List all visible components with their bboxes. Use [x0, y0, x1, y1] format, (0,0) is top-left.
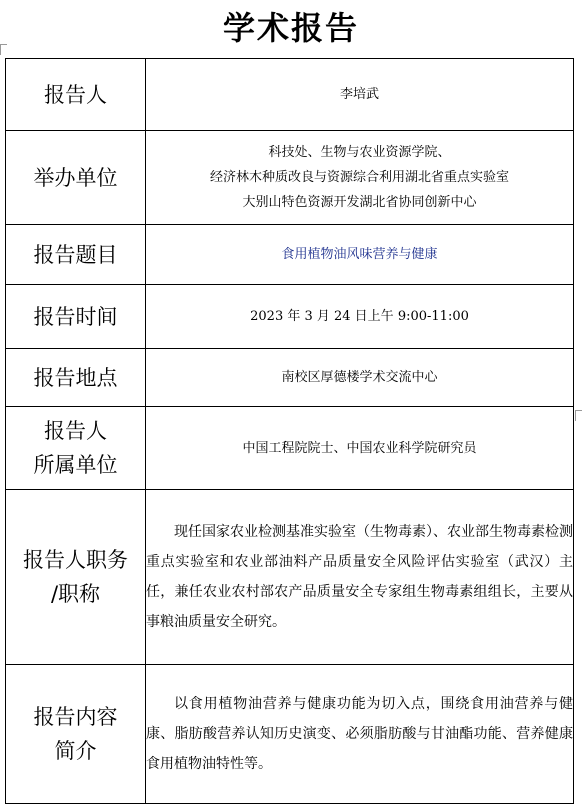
- row-position: [6, 490, 574, 665]
- position-label-line: 报告人职务: [23, 548, 128, 572]
- row-speaker: [6, 59, 574, 131]
- position-value: [146, 490, 574, 665]
- location-label: 报告地点: [6, 349, 146, 407]
- page-title: 学术报告: [222, 9, 359, 47]
- summary-label: [6, 665, 146, 804]
- affiliation-label-line: 所属单位: [33, 453, 118, 477]
- topic-label: 报告题目: [6, 225, 146, 285]
- organizer-line: 经济林木种质改良与资源综合利用湖北省重点实验室: [209, 170, 509, 185]
- affiliation-label: [6, 407, 146, 490]
- position-label-line: /职称: [50, 582, 101, 606]
- speaker-value: 李培武: [146, 59, 574, 131]
- position-label: [6, 490, 146, 665]
- row-organizer: [6, 131, 574, 225]
- organizer-line: 科技处、生物与农业资源学院、: [268, 145, 451, 160]
- location-value: 南校区厚德楼学术交流中心: [146, 349, 574, 407]
- time-label: 报告时间: [6, 285, 146, 349]
- organizer-value: [146, 131, 574, 225]
- topic-value: 食用植物油风味营养与健康: [146, 225, 574, 285]
- row-affiliation: [6, 407, 574, 490]
- position-text: 现任国家农业检测基准实验室（生物毒素）、农业部生物毒素检测重点实验室和农业部油料产品质量安全风险评估实验室（武汉）主任，兼任农业农村部农产品质量安全专家组生物毒素组组长，主要从事粮油质量安全研究。: [146, 524, 573, 630]
- summary-text: 以食用植物油营养与健康功能为切入点，围绕食用油营养与健康、脂肪酸营养认知历史演变、必须脂肪酸与甘油酯功能、营养健康食用植物油特性等。: [146, 696, 573, 772]
- affiliation-value: 中国工程院院士、中国农业科学院研究员: [146, 407, 574, 490]
- organizer-line: 大别山特色资源开发湖北省协同创新中心: [242, 195, 477, 210]
- edge-marker-right: [575, 410, 582, 421]
- report-info-table: [5, 58, 574, 804]
- affiliation-label-line: 报告人: [44, 419, 107, 443]
- organizer-label: 举办单位: [6, 131, 146, 225]
- summary-value: [146, 665, 574, 804]
- time-value: 2023 年 3 月 24 日上午 9:00-11:00: [146, 285, 574, 349]
- speaker-label: 报告人: [6, 59, 146, 131]
- summary-label-line: 报告内容: [33, 705, 118, 729]
- row-topic: [6, 225, 574, 285]
- summary-label-line: 简介: [54, 739, 97, 763]
- row-time: [6, 285, 574, 349]
- row-location: [6, 349, 574, 407]
- edge-marker-left: [0, 44, 7, 55]
- row-summary: [6, 665, 574, 804]
